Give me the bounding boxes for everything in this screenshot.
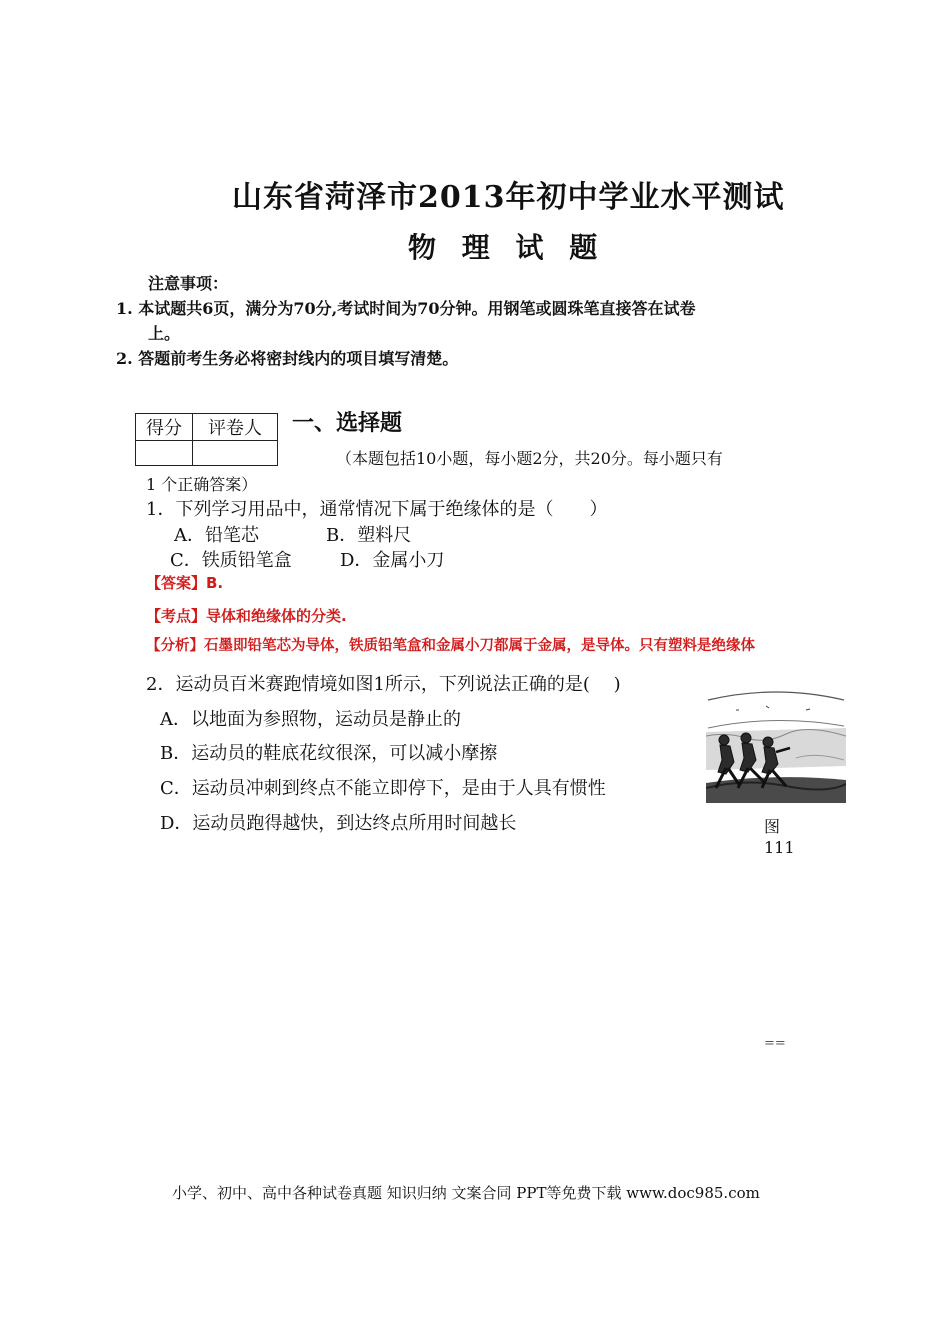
figure-number: 111 [764,838,795,857]
question-2-option-a: A．以地面为参照物，运动员是静止的 [160,709,461,730]
question-1-option-b: B．塑料尺 [326,525,412,546]
notes-item-1: 1. 本试题共6页，满分为70分,考试时间为70分钟。用钢笔或圆珠笔直接答在试卷 [116,299,696,318]
page-title: 山东省菏泽市2013年初中学业水平测试 [232,180,785,215]
score-table [135,413,278,466]
question-1-answer: 【答案】B. [146,574,224,592]
runners-figure [706,688,846,803]
grader-header: 评卷人 [193,414,278,441]
notes-item-2: 2. 答题前考生务必将密封线内的项目填写清楚。 [116,349,459,368]
page-subtitle: 物 理 试 题 [408,231,606,264]
section-instruction: （本题包括10小题，每小题2分，共20分。每小题只有 [336,449,723,468]
question-2-option-c: C．运动员冲刺到终点不能立即停下，是由于人具有惯性 [160,778,606,799]
question-1-option-a: A．铅笔芯 [174,525,259,546]
question-1-analysis: 【分析】石墨即铅笔芯为导体，铁质铅笔盒和金属小刀都属于金属，是导体。只有塑料是绝缘体 [146,638,755,654]
score-cell [136,441,193,466]
score-header: 得分 [136,414,193,441]
question-1-stem: 1．下列学习用品中，通常情况下属于绝缘体的是（ ） [146,499,608,520]
notes-heading: 注意事项： [148,274,229,293]
question-2-option-d: D．运动员跑得越快，到达终点所用时间越长 [160,813,517,834]
question-1-option-c: C．铁质铅笔盒 [170,550,292,571]
question-1-option-d: D．金属小刀 [340,550,445,571]
question-2-option-b: B．运动员的鞋底花纹很深，可以减小摩擦 [160,743,498,764]
section-instruction-continued: 1 个正确答案） [146,475,258,494]
notes-item-1-continued: 上。 [148,324,181,343]
footer-text: 小学、初中、高中各种试卷真题 知识归纳 文案合同 PPT等免费下载 www.doc985.com [172,1184,760,1202]
question-2-stem: 2．运动员百米赛跑情境如图1所示，下列说法正确的是( ) [146,674,621,695]
question-1-point: 【考点】导体和绝缘体的分类. [146,607,347,625]
equals-mark: == [764,1036,786,1051]
grader-cell [193,441,278,466]
figure-caption: 图 [764,817,781,836]
section-heading: 一、选择题 [292,411,403,436]
